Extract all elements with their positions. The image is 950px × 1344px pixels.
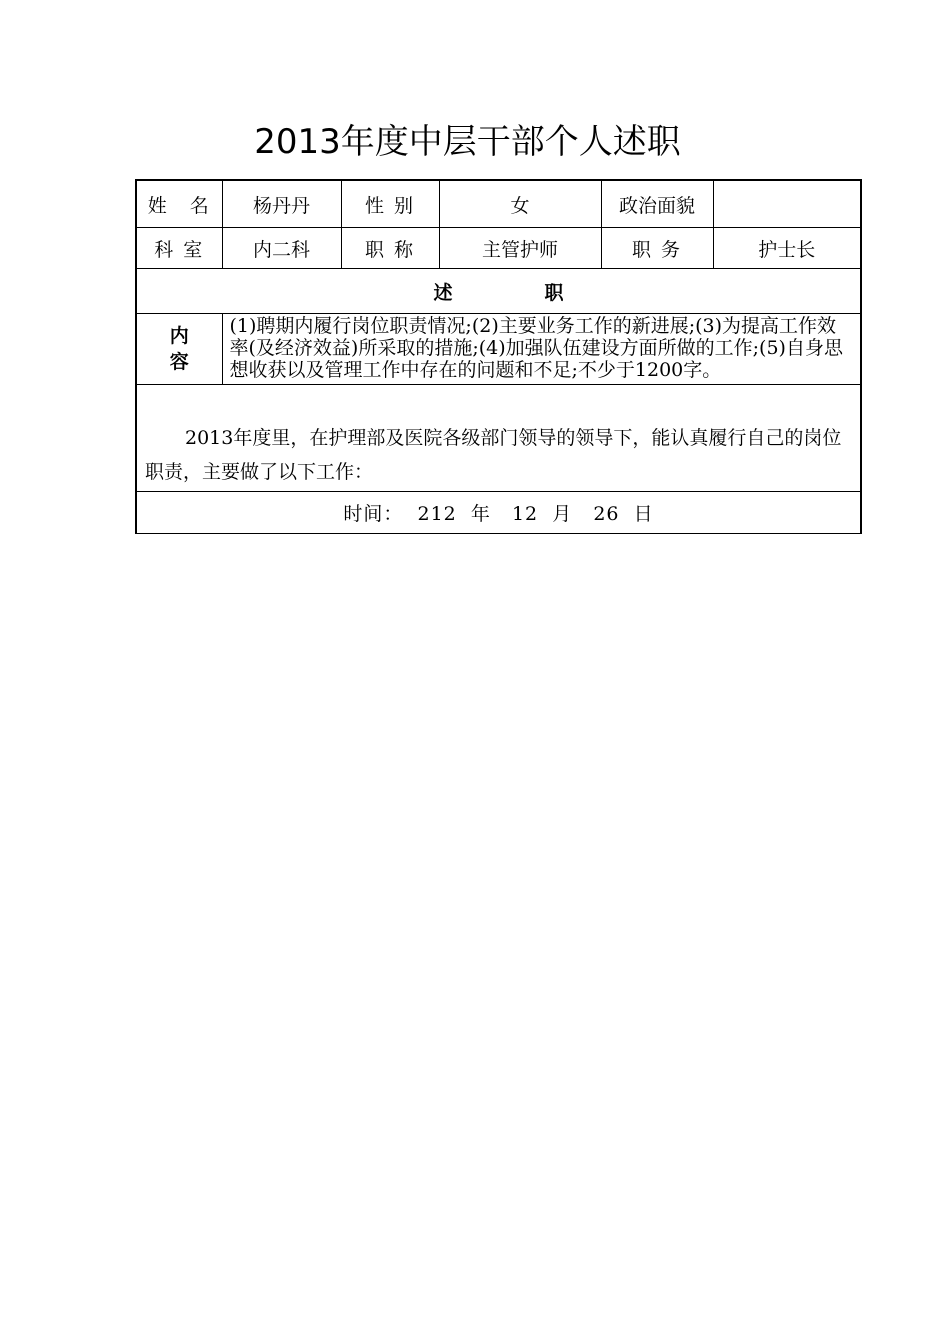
report-body [136, 385, 861, 492]
gender-label: 性 别 [341, 180, 439, 228]
form-row-body [136, 385, 861, 492]
section-header-part2: 职 [544, 281, 564, 304]
content-label-line2: 容 [169, 351, 189, 373]
form-row-date [136, 492, 861, 534]
professional-title-label: 职 称 [341, 228, 439, 269]
form-row-basic-info [136, 180, 861, 228]
date-line: 时间： 212 年 12 月 26 日 [136, 492, 861, 534]
political-status-value [713, 180, 861, 228]
department-value: 内二科 [222, 228, 341, 269]
page-title: 2013年度中层干部个人述职 [254, 122, 681, 162]
professional-title-value: 主管护师 [439, 228, 601, 269]
report-form-table [135, 179, 862, 534]
political-status-label: 政治面貌 [601, 180, 713, 228]
position-value: 护士长 [713, 228, 861, 269]
content-instructions: (1)聘期内履行岗位职责情况;(2)主要业务工作的新进展;(3)为提高工作效率(及经济效益)所采取的措施;(4)加强队伍建设方面所做的工作;(5)自身思想收获以及管理工作中存在的问题和不足;不少于1200字。 [222, 314, 861, 385]
form-row-content-guide [136, 314, 861, 385]
section-header-part1: 述 [433, 281, 453, 304]
name-value: 杨丹丹 [222, 180, 341, 228]
position-label: 职 务 [601, 228, 713, 269]
gender-value: 女 [439, 180, 601, 228]
section-header-report [136, 269, 861, 314]
name-label: 姓 名 [136, 180, 222, 228]
form-row-section-header [136, 269, 861, 314]
content-label-line1: 内 [169, 325, 189, 347]
report-body-paragraph: 2013年度里，在护理部及医院各级部门领导的领导下，能认真履行自己的岗位职责，主要做了以下工作： [145, 427, 842, 483]
content-label [136, 314, 222, 385]
form-row-job-info [136, 228, 861, 269]
department-label: 科 室 [136, 228, 222, 269]
